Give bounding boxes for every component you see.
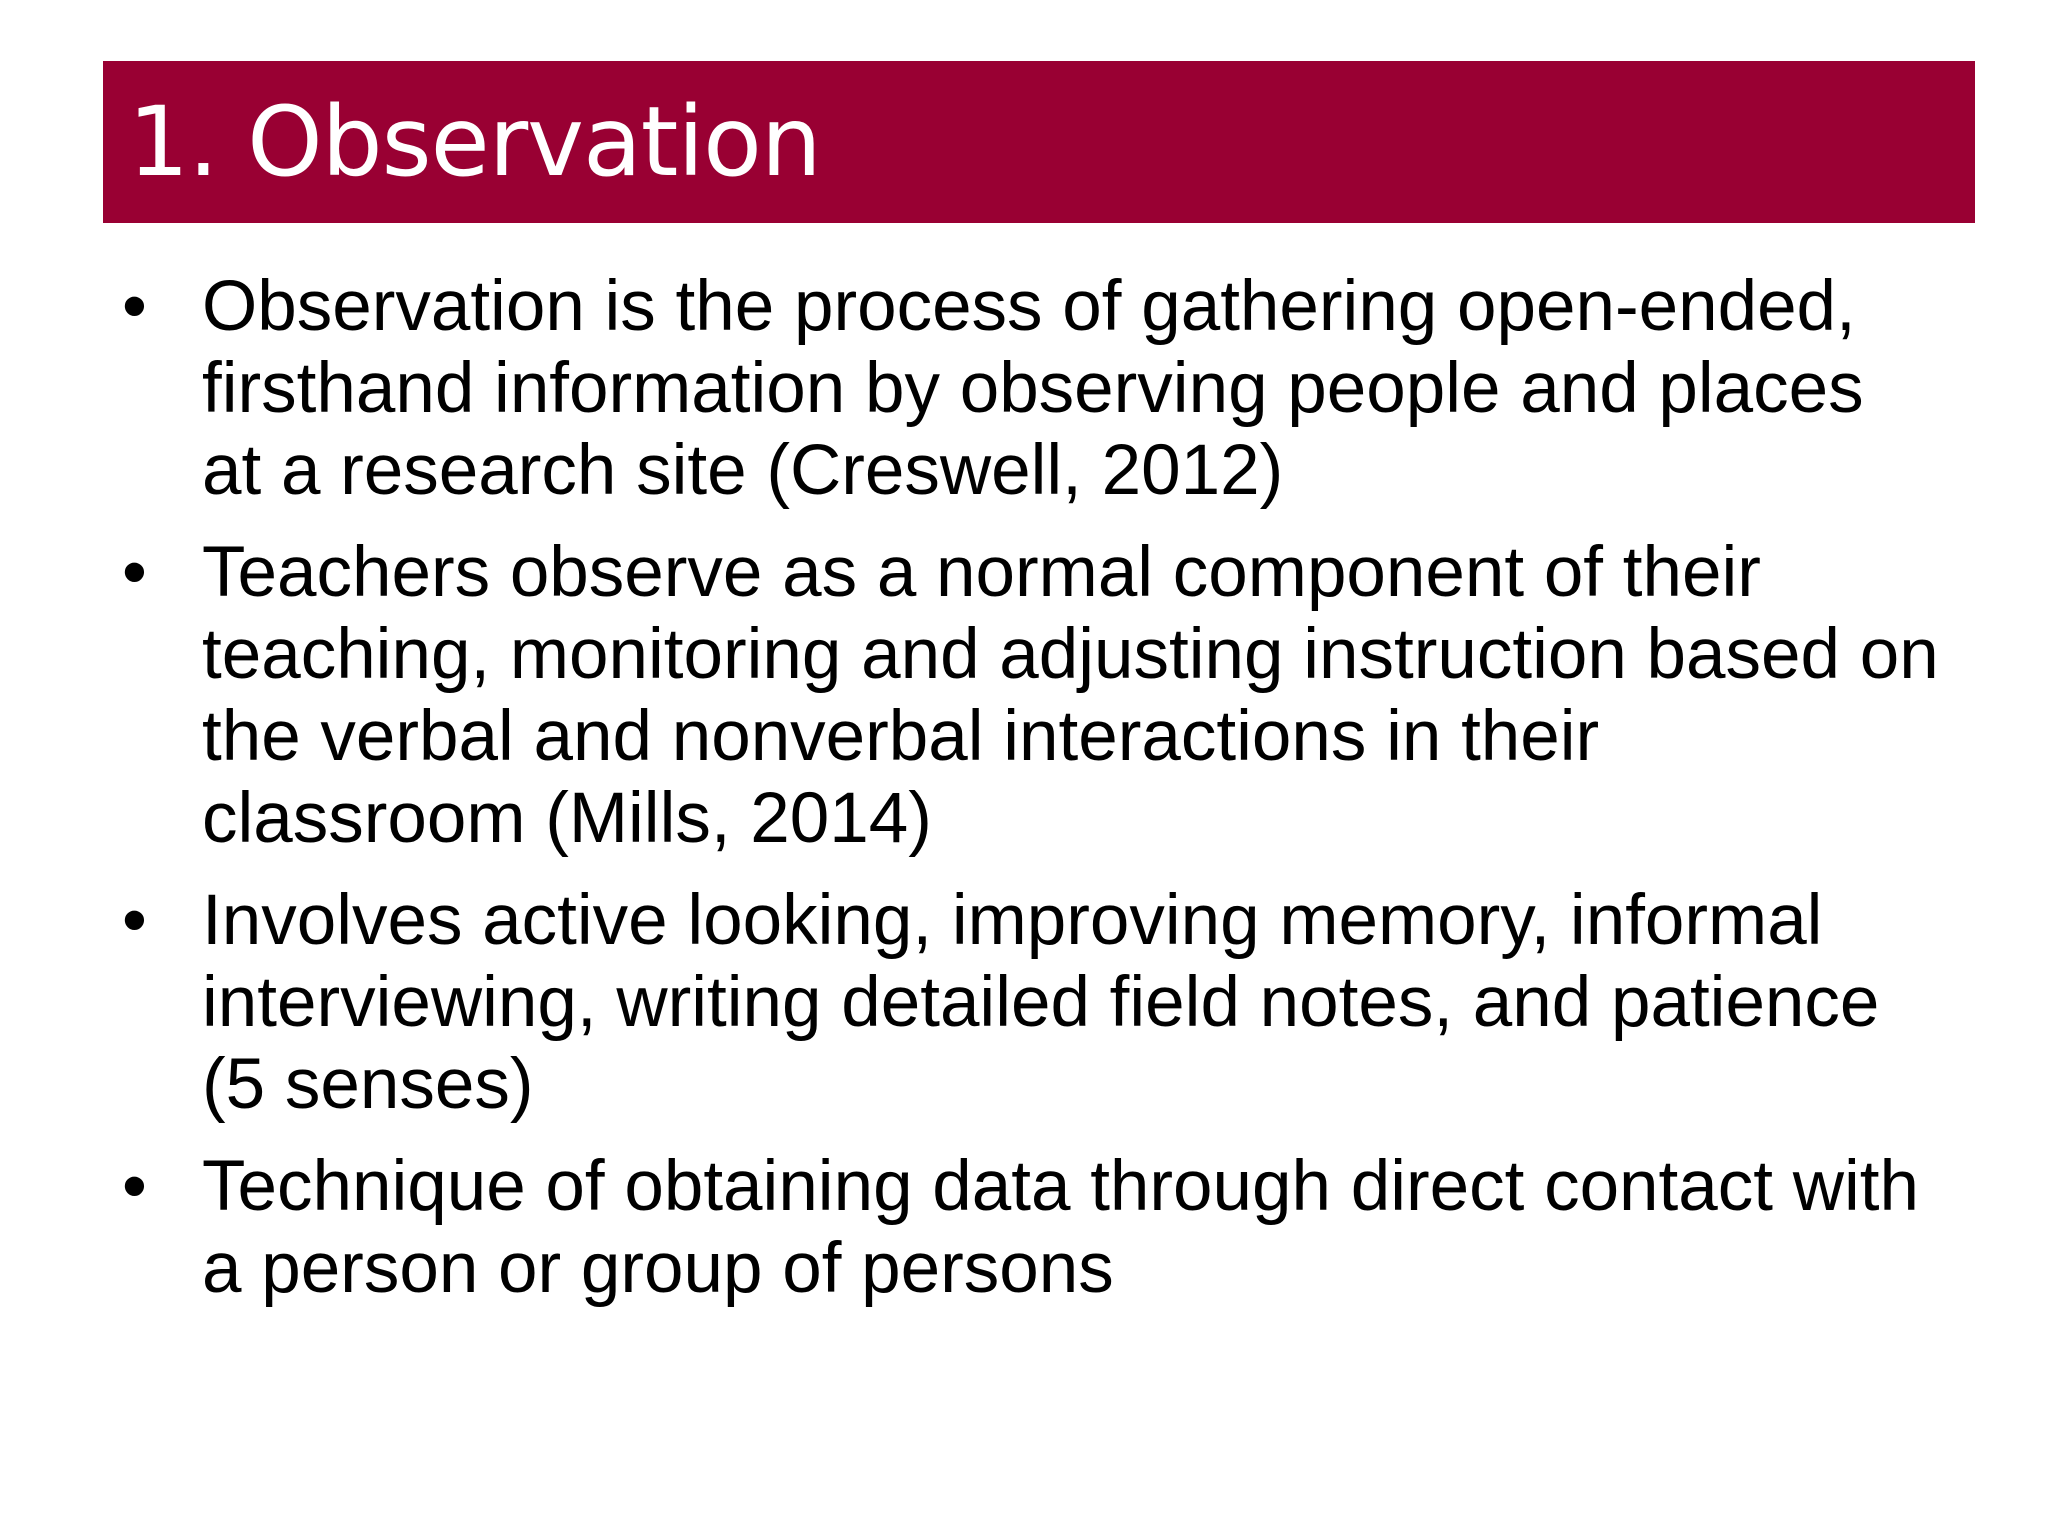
title-bar bbox=[103, 61, 1975, 223]
bullet-dot: • bbox=[122, 267, 147, 346]
bullet-item bbox=[122, 1146, 1942, 1310]
bullet-item bbox=[122, 880, 1942, 1126]
bullet-item bbox=[122, 532, 1942, 860]
bullet-item bbox=[122, 266, 1942, 512]
bullet-dot: • bbox=[122, 881, 147, 960]
bullet-dot: • bbox=[122, 533, 147, 612]
slide-title: 1. Observation bbox=[128, 86, 821, 198]
bullet-list bbox=[122, 266, 1942, 1330]
bullet-text: Teachers observe as a normal component of their teaching, monitoring and adjusting instruction based on the verbal and nonverbal interactions in their classroom (Mills, 2014) bbox=[202, 533, 1939, 858]
bullet-text: Technique of obtaining data through direct contact with a person or group of persons bbox=[202, 1147, 1919, 1308]
bullet-dot: • bbox=[122, 1147, 147, 1226]
bullet-text: Observation is the process of gathering open-ended, firsthand information by observing people and places at a research site (Creswell, 2012) bbox=[202, 267, 1864, 510]
bullet-text: Involves active looking, improving memory, informal interviewing, writing detailed field notes, and patience (5 senses) bbox=[202, 881, 1880, 1124]
